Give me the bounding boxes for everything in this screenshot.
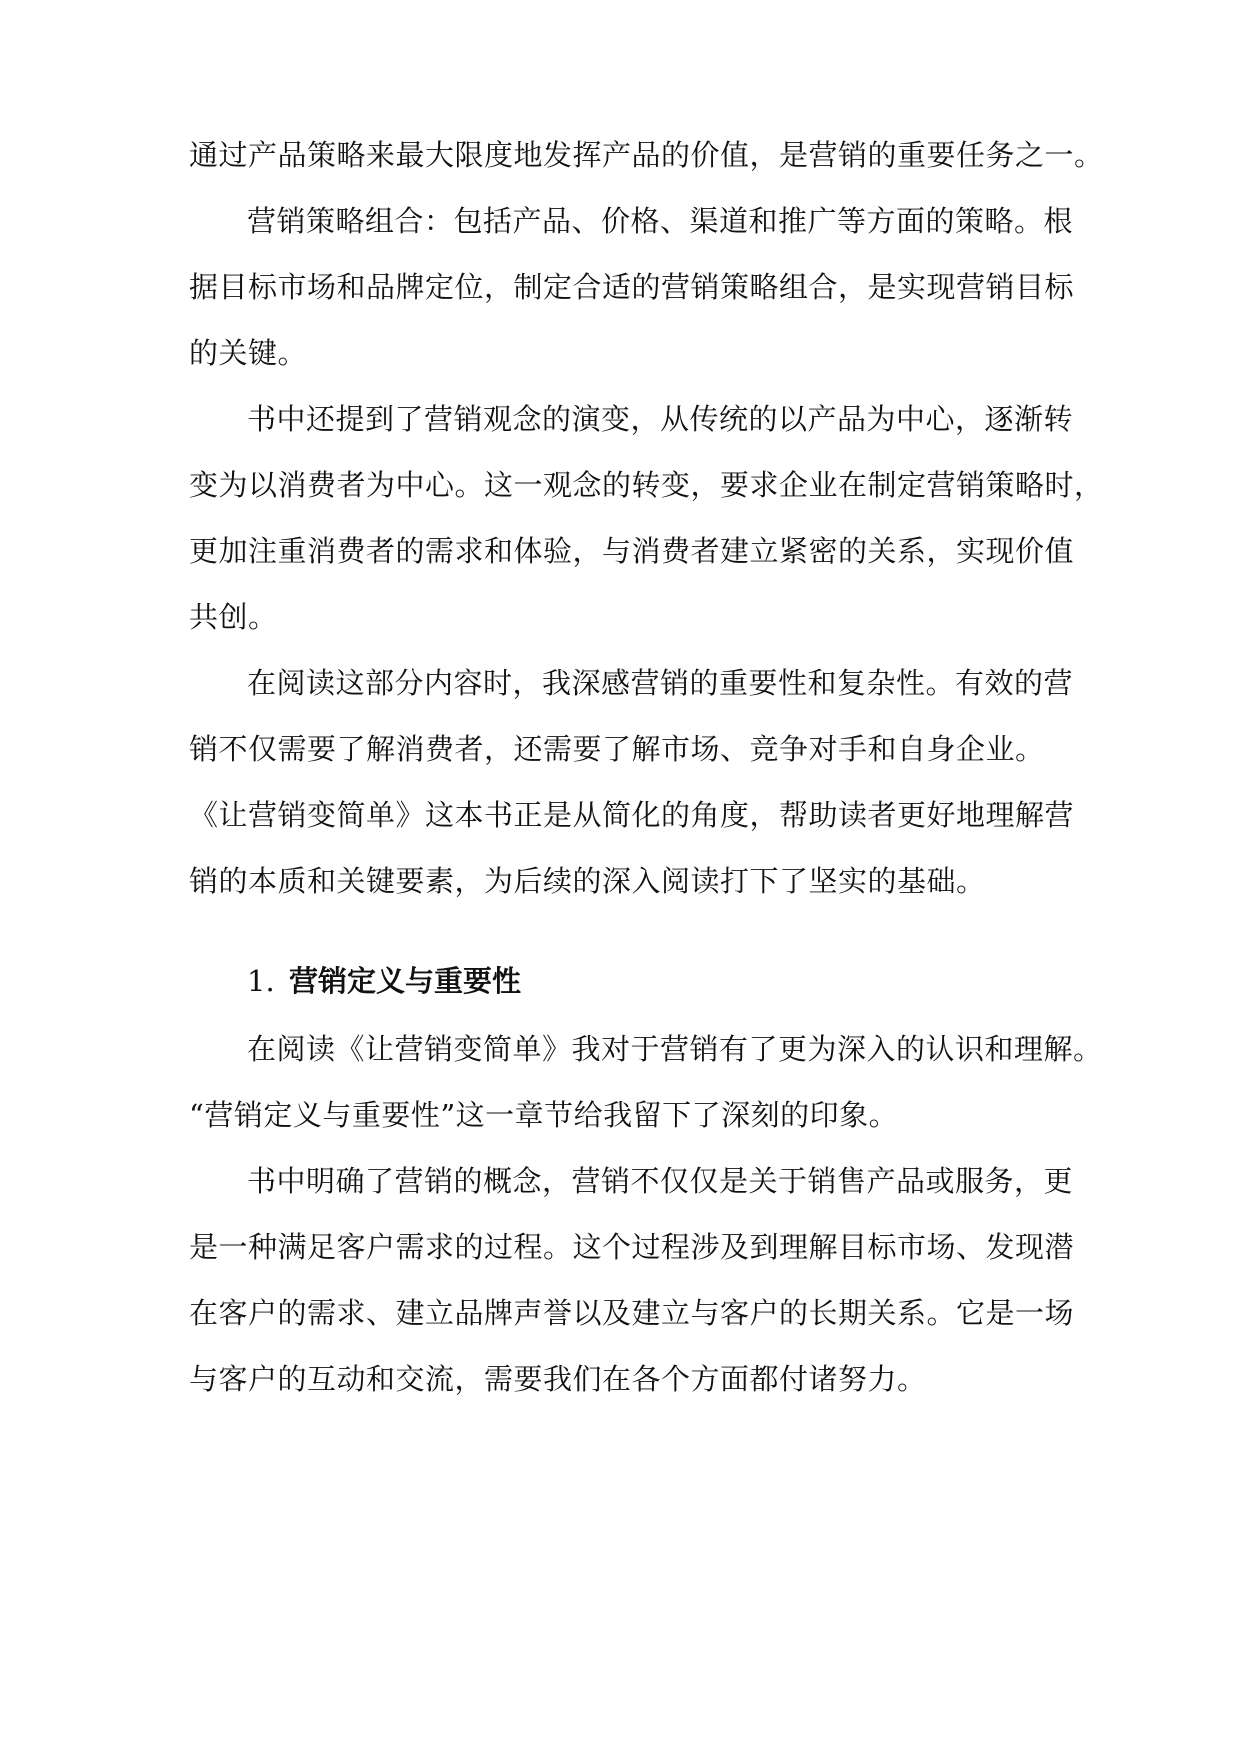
paragraph-line: 通过产品策略来最大限度地发挥产品的价值，是营销的重要任务之一。 bbox=[189, 138, 1104, 172]
paragraph-line: 书中明确了营销的概念，营销不仅仅是关于销售产品或服务，更 bbox=[247, 1164, 1074, 1198]
paragraph-line: 共创。 bbox=[189, 600, 278, 634]
paragraph-line: 与客户的互动和交流，需要我们在各个方面都付诸努力。 bbox=[189, 1362, 927, 1396]
paragraph-line: 在客户的需求、建立品牌声誉以及建立与客户的长期关系。它是一场 bbox=[189, 1296, 1075, 1330]
paragraph-line: 营销策略组合：包括产品、价格、渠道和推广等方面的策略。根 bbox=[247, 204, 1074, 238]
section-number: 1. bbox=[247, 964, 275, 998]
section-heading bbox=[247, 961, 521, 1001]
paragraph-line: “营销定义与重要性”这一章节给我留下了深刻的印象。 bbox=[189, 1098, 899, 1132]
section-title: 营销定义与重要性 bbox=[289, 964, 522, 998]
paragraph-line: 更加注重消费者的需求和体验，与消费者建立紧密的关系，实现价值 bbox=[189, 534, 1075, 568]
paragraph-line: 《让营销变简单》这本书正是从简化的角度，帮助读者更好地理解营 bbox=[189, 798, 1075, 832]
paragraph-line: 销的本质和关键要素，为后续的深入阅读打下了坚实的基础。 bbox=[189, 864, 986, 898]
paragraph-line: 在阅读这部分内容时，我深感营销的重要性和复杂性。有效的营 bbox=[247, 666, 1074, 700]
paragraph-line: 销不仅需要了解消费者，还需要了解市场、竞争对手和自身企业。 bbox=[189, 732, 1045, 766]
paragraph-line: 是一种满足客户需求的过程。这个过程涉及到理解目标市场、发现潜 bbox=[189, 1230, 1075, 1264]
paragraph-line: 据目标市场和品牌定位，制定合适的营销策略组合，是实现营销目标 bbox=[189, 270, 1075, 304]
paragraph-line: 书中还提到了营销观念的演变，从传统的以产品为中心，逐渐转 bbox=[247, 402, 1074, 436]
paragraph-line: 在阅读《让营销变简单》我对于营销有了更为深入的认识和理解。 bbox=[247, 1032, 1103, 1066]
paragraph-line: 的关键。 bbox=[189, 336, 308, 370]
paragraph-line: 变为以消费者为中心。这一观念的转变，要求企业在制定营销策略时， bbox=[189, 468, 1104, 502]
